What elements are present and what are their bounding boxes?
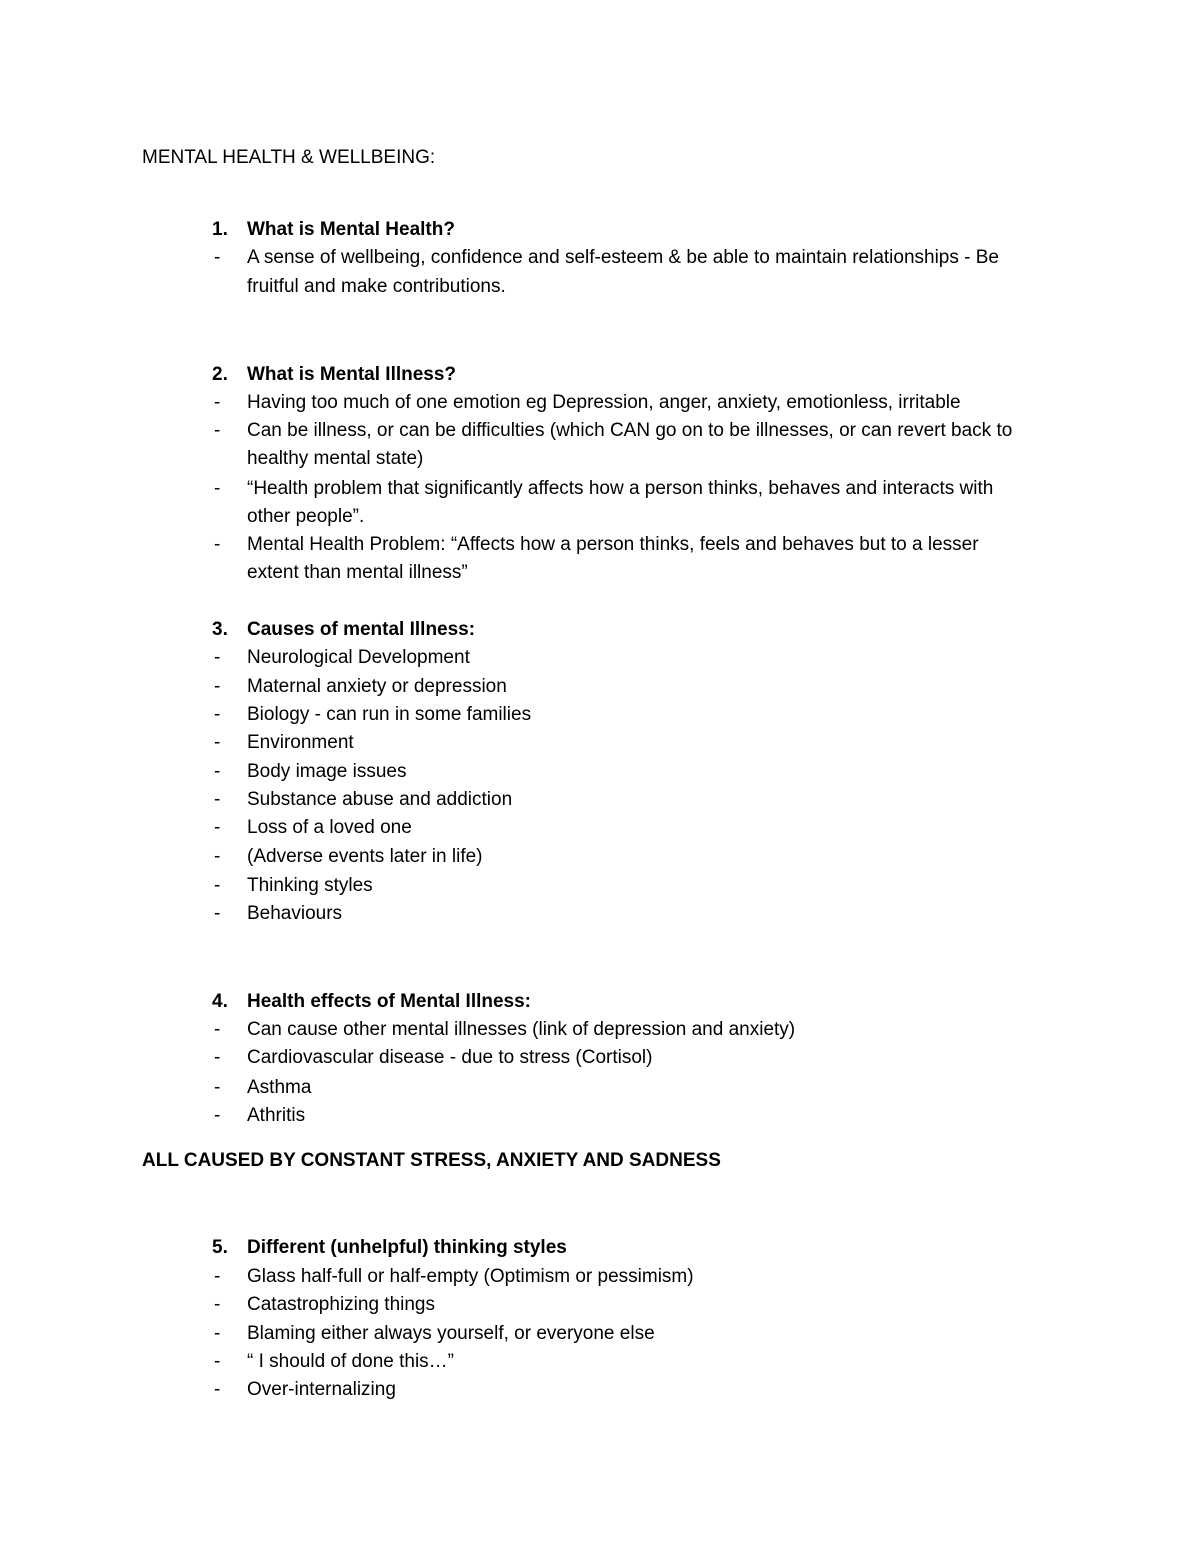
bullet-marker: - [214,789,221,810]
bullet-marker: - [214,704,221,725]
bullet-marker: - [214,1379,221,1400]
list-item: Catastrophizing things [247,1294,435,1315]
bullet-marker: - [214,676,221,697]
list-item: Neurological Development [247,647,470,668]
bullet-marker: - [214,478,221,499]
section-heading: Health effects of Mental Illness: [247,991,532,1012]
bullet-marker: - [214,846,221,867]
bullet-marker: - [214,247,221,268]
section-heading: What is Mental Health? [247,219,455,240]
list-item: Environment [247,732,354,753]
bullet-marker: - [214,875,221,896]
list-item: Cardiovascular disease - due to stress (Cortisol) [247,1047,653,1068]
bullet-marker: - [214,1266,221,1287]
list-item: Can cause other mental illnesses (link of depression and anxiety) [247,1019,796,1040]
list-item-continuation: healthy mental state) [247,448,424,469]
bullet-marker: - [214,1077,221,1098]
list-item-continuation: other people”. [247,506,365,527]
bullet-marker: - [214,1105,221,1126]
list-item: Biology - can run in some families [247,704,532,725]
document-title: MENTAL HEALTH & WELLBEING: [142,147,436,168]
bullet-marker: - [214,903,221,924]
section-number: 2. [212,364,228,385]
list-item: Substance abuse and addiction [247,789,513,810]
bullet-marker: - [214,647,221,668]
bullet-marker: - [214,392,221,413]
section-number: 4. [212,991,228,1012]
bullet-marker: - [214,1294,221,1315]
list-item: Maternal anxiety or depression [247,676,507,697]
list-item: “ I should of done this…” [247,1351,454,1372]
bullet-marker: - [214,1019,221,1040]
section-heading: What is Mental Illness? [247,364,457,385]
list-item: Glass half-full or half-empty (Optimism or pessimism) [247,1266,694,1287]
list-item: Thinking styles [247,875,373,896]
bullet-marker: - [214,1047,221,1068]
list-item: “Health problem that significantly affects how a person thinks, behaves and interacts with [247,478,994,499]
bullet-marker: - [214,1351,221,1372]
section-heading: Different (unhelpful) thinking styles [247,1237,567,1258]
list-item-continuation: extent than mental illness” [247,562,468,583]
bullet-marker: - [214,817,221,838]
list-item: A sense of wellbeing, confidence and self-esteem & be able to maintain relationships - Be [247,247,1000,268]
section-heading: Causes of mental Illness: [247,619,476,640]
section-number: 5. [212,1237,228,1258]
list-item: Can be illness, or can be difficulties (which CAN go on to be illnesses, or can revert back to [247,420,1013,441]
list-item: Behaviours [247,903,343,924]
bullet-marker: - [214,1323,221,1344]
section-number: 3. [212,619,228,640]
list-item: Blaming either always yourself, or everyone else [247,1323,655,1344]
list-item: (Adverse events later in life) [247,846,483,867]
list-item: Loss of a loved one [247,817,412,838]
bullet-marker: - [214,534,221,555]
list-item: Mental Health Problem: “Affects how a person thinks, feels and behaves but to a lesser [247,534,979,555]
summary-note: ALL CAUSED BY CONSTANT STRESS, ANXIETY AND SADNESS [142,1150,721,1171]
list-item: Asthma [247,1077,312,1098]
bullet-marker: - [214,732,221,753]
section-number: 1. [212,219,228,240]
list-item-continuation: fruitful and make contributions. [247,276,506,297]
bullet-marker: - [214,761,221,782]
list-item: Over-internalizing [247,1379,396,1400]
list-item: Athritis [247,1105,306,1126]
bullet-marker: - [214,420,221,441]
list-item: Having too much of one emotion eg Depression, anger, anxiety, emotionless, irritable [247,392,961,413]
list-item: Body image issues [247,761,407,782]
